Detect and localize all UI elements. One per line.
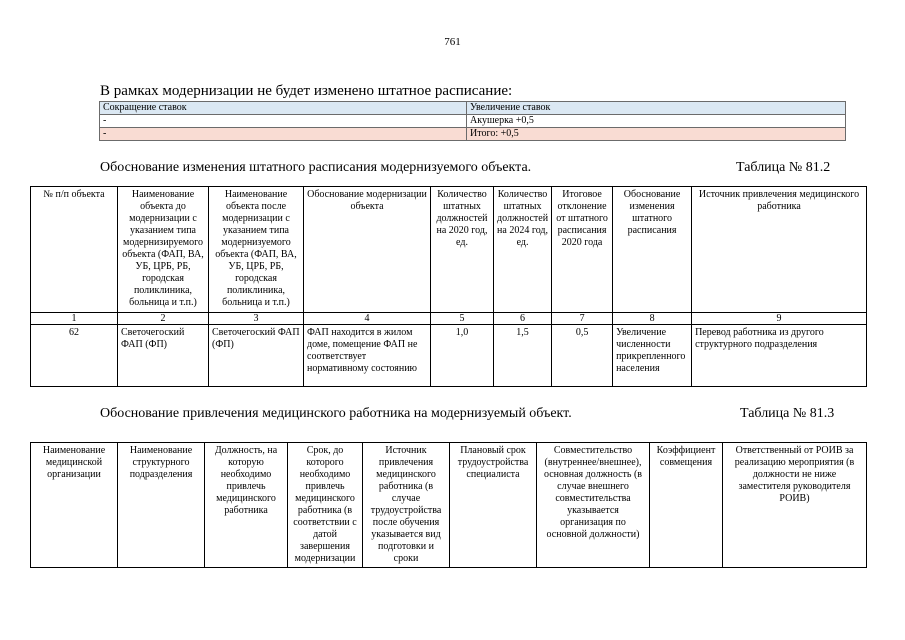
column-number: 7 [552,313,613,325]
table2-header-cell: Наименование объекта до модернизации с указанием типа модернизируемого объекта (ФАП, ВА, УБ, ЦРБ, РБ, городская поликлиника, больница и т.п.) [118,187,209,313]
table2-cell: Перевод работника из другого структурного подразделения [692,325,867,387]
table2-cell: Увеличение численности прикрепленного населения [613,325,692,387]
staff-table-row [100,115,846,128]
table2-cell: 1,5 [494,325,552,387]
column-number: 1 [31,313,118,325]
table3-header-cell: Совместительство (внутреннее/внешнее), основная должность (в случае внешнего совместительства указывается организация по основной должности) [537,443,650,568]
staff-table-cell: - [100,128,467,141]
table2-header-row [31,187,867,313]
table2-cell: ФАП находится в жилом доме, помещение ФАП не соответствует нормативному состоянию [304,325,431,387]
staff-table-cell: Акушерка +0,5 [467,115,846,128]
staff-table-cell: - [100,115,467,128]
table2-cell: 1,0 [431,325,494,387]
table2-header-cell: Количество штатных должностей на 2020 год, ед. [431,187,494,313]
table3-header-cell: Коэффициент совмещения [650,443,723,568]
table3-header-cell: Должность, на которую необходимо привлечь медицинского работника [205,443,288,568]
table2-header-cell: Итоговое отклонение от штатного расписания 2020 года [552,187,613,313]
worker-attraction-table [30,442,867,568]
table2-cell: Светочегоский ФАП (ФП) [118,325,209,387]
table3-header-cell: Наименование медицинской организации [31,443,118,568]
staff-table-row [100,128,846,141]
column-number: 2 [118,313,209,325]
staff-table-header-cell: Сокращение ставок [100,102,467,115]
table3-caption: Обоснование привлечения медицинского работника на модернизуемый объект. [100,406,572,421]
table2-cell: 62 [31,325,118,387]
table2-header-cell: Источник привлечения медицинского работника [692,187,867,313]
column-number: 4 [304,313,431,325]
table2-cell: Светочегоский ФАП (ФП) [209,325,304,387]
staffing-justification-table [30,186,867,387]
table2-header-cell: Обоснование модернизации объекта [304,187,431,313]
table3-label: Таблица № 81.3 [740,406,835,421]
staff-table-cell: Итого: +0,5 [467,128,846,141]
page-number: 761 [444,36,461,48]
modernization-heading: В рамках модернизации не будет изменено штатное расписание: [100,83,513,99]
table2-label: Таблица № 81.2 [736,160,831,175]
column-number: 3 [209,313,304,325]
table2-header-cell: Обоснование изменения штатного расписания [613,187,692,313]
table2-header-cell: Количество штатных должностей на 2024 год, ед. [494,187,552,313]
staff-table-header-cell: Увеличение ставок [467,102,846,115]
table3-header-cell: Наименование структурного подразделения [118,443,205,568]
column-number: 6 [494,313,552,325]
table2-header-cell: Наименование объекта после модернизации с указанием типа модернизуемого объекта (ФАП, ВА, УБ, ЦРБ, РБ, городская поликлиника, больница и т.п.) [209,187,304,313]
table2-header-cell: № п/п объекта [31,187,118,313]
table2-data-row [31,325,867,387]
column-number: 5 [431,313,494,325]
table3-header-cell: Плановый срок трудоустройства специалиста [450,443,537,568]
table3-header-row [31,443,867,568]
table2-cell: 0,5 [552,325,613,387]
staff-table-header [100,102,846,115]
column-number: 9 [692,313,867,325]
staff-change-table [99,101,846,141]
table2-column-numbers [31,313,867,325]
table2-caption: Обоснование изменения штатного расписания модернизуемого объекта. [100,160,532,175]
table3-header-cell: Ответственный от РОИВ за реализацию мероприятия (в должности не ниже заместителя руководителя РОИВ) [723,443,867,568]
column-number: 8 [613,313,692,325]
table3-header-cell: Источник привлечения медицинского работника (в случае трудоустройства после обучения указывается вид подготовки и сроки [363,443,450,568]
table3-header-cell: Срок, до которого необходимо привлечь медицинского работника (в соответствии с датой завершения модернизации [288,443,363,568]
